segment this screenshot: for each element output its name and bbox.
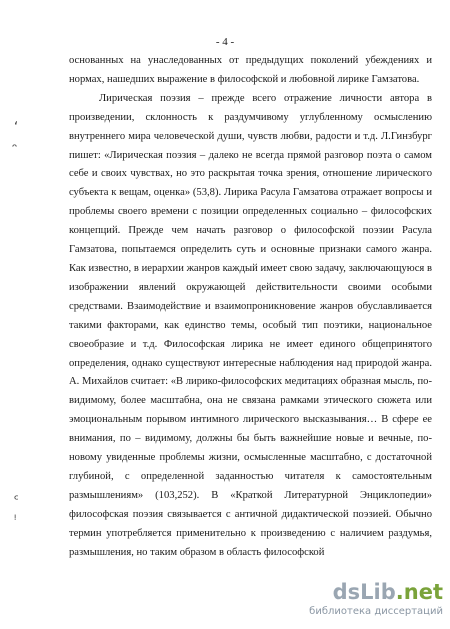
paragraph: основанных на унаследованных от предыдущих поколений убеждениях и нормах, нашедших выражение в философской и любовной лирике Гамзатова. [69, 55, 432, 85]
watermark-subtitle: библиотека диссертаций [309, 606, 443, 617]
document-body [69, 52, 432, 562]
margin-mark: ᵔ [12, 142, 18, 157]
margin-mark: ʻ [14, 120, 19, 135]
watermark [309, 580, 443, 624]
page-number: - 4 - [215, 36, 235, 48]
watermark-logo: dsLib.net [332, 580, 443, 604]
paragraph: Лирическая поэзия – прежде всего отражение личности автора в произведении, склонность к раздумчивому углубленному осмыслению внутреннего мира человеческой души, чувств любви, радости и т.д. Л.Гинзбург пишет: «Лирическая поэзия – далеко не всегда прямой разговор поэта о самом себе и своих чувствах, но это раскрытая точка зрения, отношение лирического субъекта к вещам, оценка» (53,8). Лирика Расула Гамзатова отражает вопросы и проблемы своего времени с позиции определенных социально – философских концепций. Прежде чем начать разговор о философской поэзии Расула Гамзатова, попытаемся определить суть и основные признаки самого жанра. Как известно, в иерархии жанров каждый имеет свою задачу, заключающуюся в изображении явлений окружающей действительности своими особыми средствами. Взаимодействие и взаимопроникновение жанров обуславливается такими факторами, как единство темы, особый тип поэтики, национальное своеобразие и т.д. Философская лирика не имеет единого общепринятого определения, однако существуют интересные наблюдения над природой жанра. А. Михайлов считает: «В лирико-философских медитациях образная мысль, по- видимому, более масштабна, она не связана рамками этического сюжета или эмоциональным порывом интимного лирического высказывания… В сфере ее внимания, по – видимому, должны бы быть важнейшие новые и вечные, по- новому увиденные проблемы жизни, осмысленные масштабно, с достаточной глубиной, с определенной заданностью читателя к самостоятельным размышлениям» (103,252). В «Краткой Литературной Энциклопедии» философская поэзия связывается с античной дидактической поэзией. Обычно термин употребляется применительно к произведению с наличием раздумья, размышления, но таким образом в область философской [69, 92, 432, 558]
margin-mark: ᶜ [14, 493, 19, 508]
margin-mark: ᵎ [14, 512, 17, 527]
